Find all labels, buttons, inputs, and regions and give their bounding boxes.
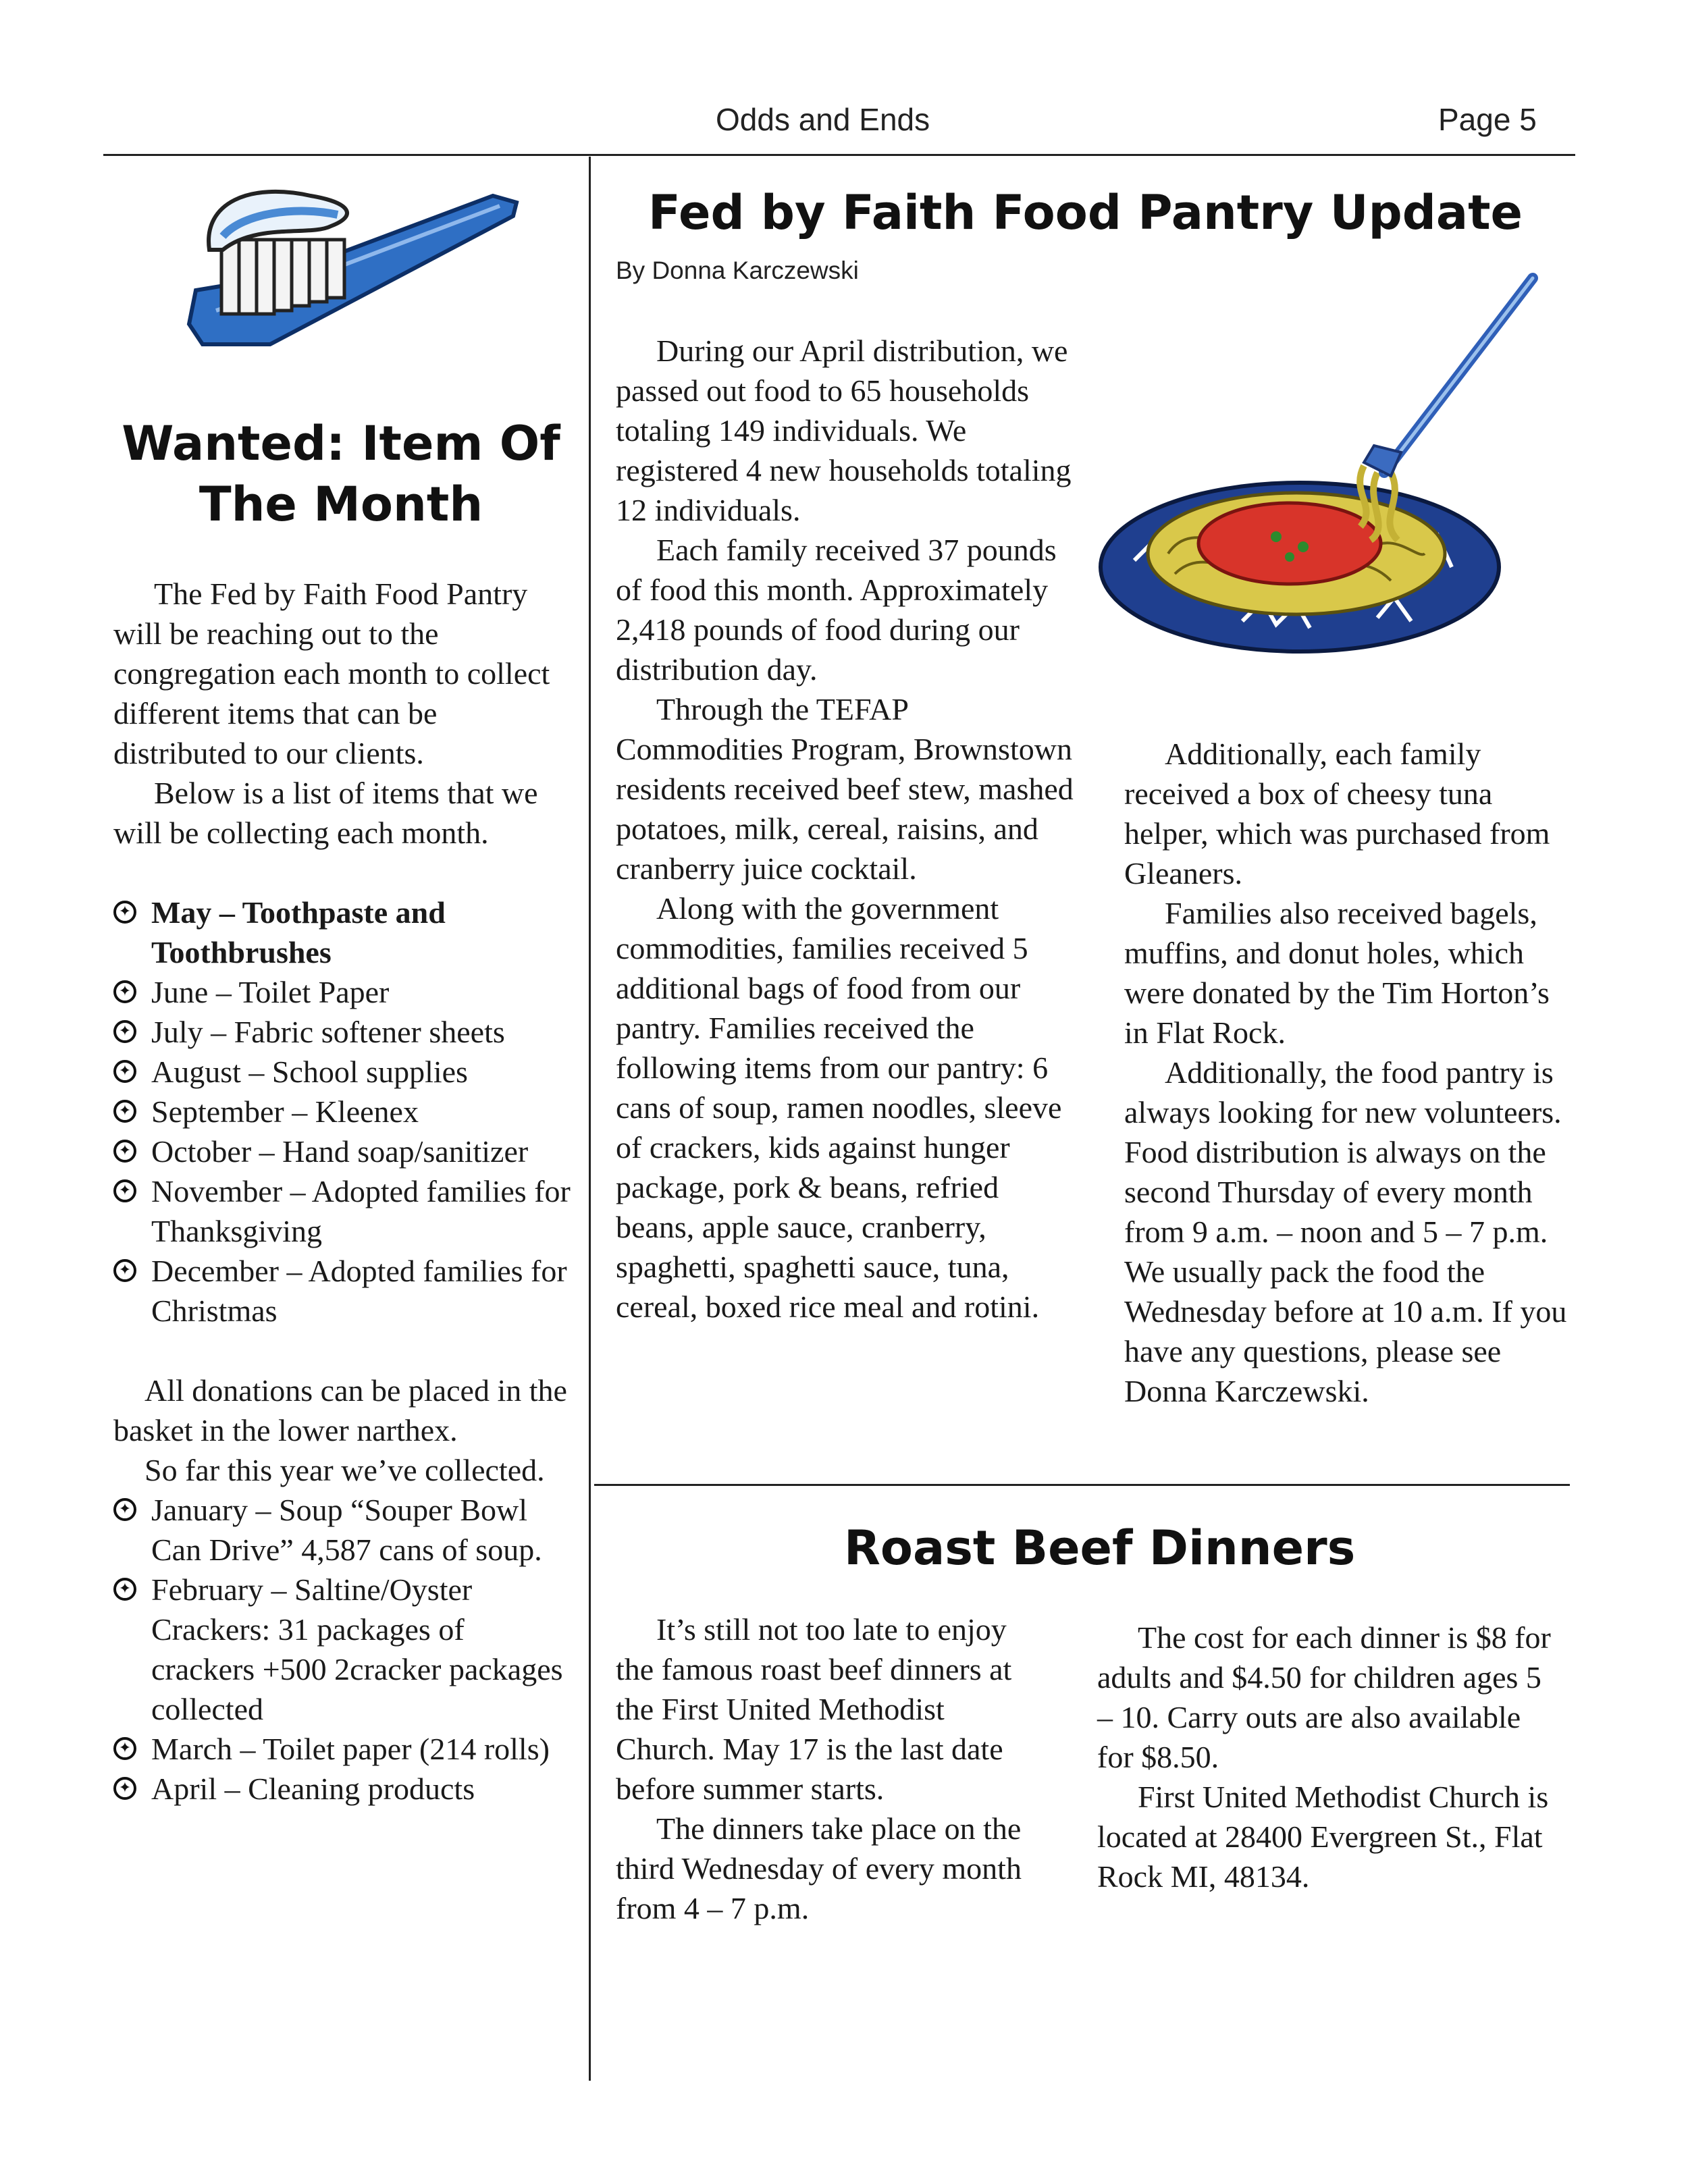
pantry-column-2 [1124, 734, 1570, 1411]
page-number: Page 5 [1438, 102, 1537, 137]
intro-paragraph-2: Below is a list of items that we will be collecting each month. [113, 776, 538, 850]
collected-intro: So far this year we’ve collected. [144, 1453, 545, 1487]
roast-paragraph-4: First United Methodist Church is located at 28400 Evergreen St., Flat Rock MI, 48134. [1097, 1780, 1549, 1894]
item-of-month-title [101, 413, 581, 535]
item-of-month-title-line2: The Month [199, 477, 483, 532]
pantry-paragraph-2: Each family received 37 pounds of food this month. Approximately 2,418 pounds of food during our distribution day. [616, 533, 1057, 687]
star-bullet-icon: ✦ [113, 1578, 136, 1601]
star-bullet-icon: ✦ [113, 1020, 136, 1043]
list-item: ✦ August – School supplies [113, 1052, 573, 1092]
star-bullet-icon: ✦ [113, 901, 136, 924]
list-item: ✦ April – Cleaning products [113, 1769, 573, 1809]
donations-paragraph: All donations can be placed in the basket in the lower narthex. [113, 1373, 567, 1447]
list-item: ✦ May – Toothpaste and Toothbrushes [113, 893, 573, 972]
item-of-month-title-line1: Wanted: Item Of [122, 416, 560, 471]
column-divider [589, 157, 591, 2081]
header-divider [103, 154, 1575, 156]
star-bullet-icon: ✦ [113, 1498, 136, 1521]
monthly-items-list [113, 893, 573, 1331]
star-bullet-icon: ✦ [113, 1777, 136, 1800]
spaghetti-plate-icon [1094, 270, 1553, 655]
star-bullet-icon: ✦ [113, 1737, 136, 1760]
star-bullet-icon: ✦ [113, 1140, 136, 1163]
list-item: ✦ January – Soup “Souper Bowl Can Drive” 4,587 cans of soup. [113, 1490, 573, 1570]
roast-paragraph-1: It’s still not too late to enjoy the famous roast beef dinners at the First United Methodist Church. May 17 is the last date before summer starts. [616, 1612, 1012, 1806]
list-item: ✦ July – Fabric softener sheets [113, 1012, 573, 1052]
roast-column-2 [1097, 1618, 1563, 1896]
star-bullet-icon: ✦ [113, 1179, 136, 1202]
pantry-paragraph-1: During our April distribution, we passed out food to 65 households totaling 149 individuals. We registered 4 new households totaling 12 individuals. [616, 334, 1072, 527]
list-item: ✦ December – Adopted families for Christmas [113, 1251, 573, 1331]
list-item: ✦ October – Hand soap/sanitizer [113, 1131, 573, 1171]
collected-items-list [113, 1490, 573, 1809]
list-item: ✦ February – Saltine/Oyster Crackers: 31 packages of crackers +500 2cracker packages collected [113, 1570, 573, 1729]
roast-beef-title: Roast Beef Dinners [844, 1520, 1356, 1576]
list-item: ✦ March – Toilet paper (214 rolls) [113, 1729, 573, 1769]
pantry-paragraph-5: Additionally, each family received a box of cheesy tuna helper, which was purchased from Gleaners. [1124, 737, 1550, 890]
roast-column-1 [616, 1609, 1048, 1928]
star-bullet-icon: ✦ [113, 980, 136, 1003]
section-title: Odds and Ends [716, 102, 930, 137]
star-bullet-icon: ✦ [113, 1100, 136, 1123]
pantry-paragraph-7: Additionally, the food pantry is always looking for new volunteers. Food distribution is always on the second Thursday of every month from 9 a.m. – noon and 5 – 7 p.m. We usually pack the food the Wednesday before at 10 a.m. If you have any questions, please see Donna Karczewski. [1124, 1055, 1567, 1408]
pantry-paragraph-6: Families also received bagels, muffins, and donut holes, which were donated by the Tim Horton’s in Flat Rock. [1124, 896, 1550, 1050]
intro-paragraph-1: The Fed by Faith Food Pantry will be reaching out to the congregation each month to collect different items that can be distributed to our clients. [113, 577, 550, 770]
roast-paragraph-3: The cost for each dinner is $8 for adults and $4.50 for children ages 5 – 10. Carry outs are also available for $8.50. [1097, 1620, 1551, 1774]
pantry-column-1 [616, 331, 1075, 1327]
article-divider [594, 1484, 1570, 1486]
pantry-byline: By Donna Karczewski [616, 257, 859, 284]
pantry-paragraph-3: Through the TEFAP Commodities Program, Brownstown residents received beef stew, mashed potatoes, milk, cereal, raisins, and cranberry juice cocktail. [616, 692, 1074, 886]
pantry-paragraph-4: Along with the government commodities, families received 5 additional bags of food from our pantry. Families received the following items from our pantry: 6 cans of soup, ramen noodles, sleeve of crackers, kids against hunger package, pork & beans, refried beans, apple sauce, cranberry, spaghetti, spaghetti sauce, tuna, cereal, boxed rice meal and rotini. [616, 891, 1062, 1324]
toothbrush-icon [176, 176, 527, 358]
star-bullet-icon: ✦ [113, 1259, 136, 1282]
list-item: ✦ September – Kleenex [113, 1092, 573, 1131]
list-item: ✦ November – Adopted families for Thanksgiving [113, 1171, 573, 1251]
pantry-title: Fed by Faith Food Pantry Update [648, 185, 1523, 240]
item-of-month-body [113, 574, 573, 1809]
star-bullet-icon: ✦ [113, 1060, 136, 1083]
list-item: ✦ June – Toilet Paper [113, 972, 573, 1012]
roast-paragraph-2: The dinners take place on the third Wednesday of every month from 4 – 7 p.m. [616, 1811, 1022, 1925]
